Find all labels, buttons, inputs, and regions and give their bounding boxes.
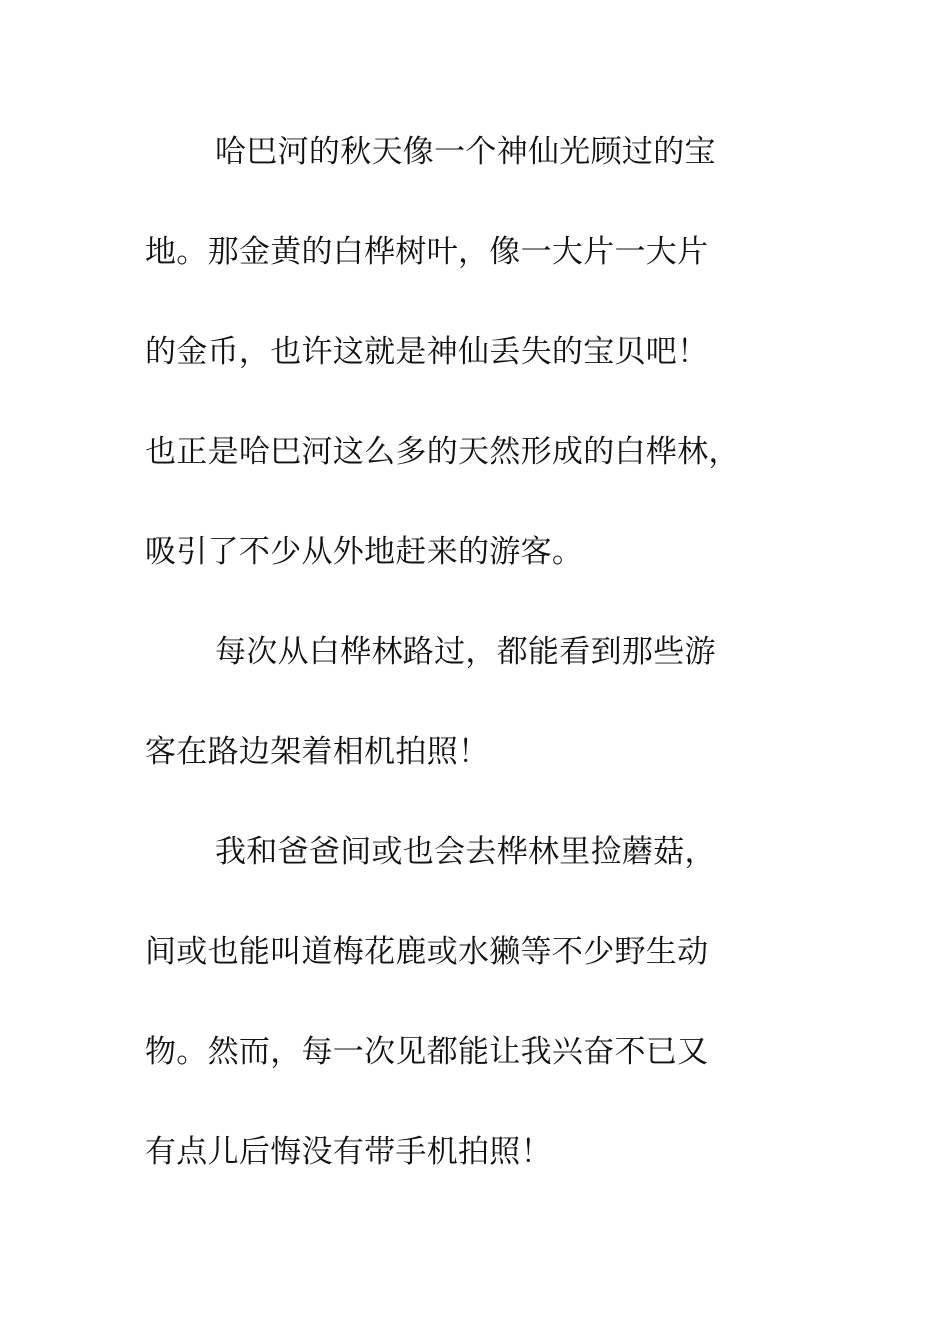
paragraph-3-line-4: 有点儿后悔没有带手机拍照！: [145, 1134, 552, 1170]
paragraph-1-line-3: 的金币，也许这就是神仙丢失的宝贝吧！: [145, 334, 709, 370]
paragraph-2-line-1: 每次从白桦林路过，都能看到那些游: [215, 634, 716, 670]
paragraph-1-line-2: 地。那金黄的白桦树叶，像一大片一大片: [145, 234, 709, 270]
paragraph-2-line-2: 客在路边架着相机拍照！: [145, 734, 490, 770]
paragraph-3-line-3: 物。然而，每一次见都能让我兴奋不已又: [145, 1034, 709, 1070]
paragraph-1-line-1: 哈巴河的秋天像一个神仙光顾过的宝: [215, 134, 716, 170]
paragraph-3-line-1: 我和爸爸间或也会去桦林里捡蘑菇，: [215, 834, 716, 870]
paragraph-1-line-4: 也正是哈巴河这么多的天然形成的白桦林，: [145, 434, 740, 470]
paragraph-1-line-5: 吸引了不少从外地赶来的游客。: [145, 534, 584, 570]
paragraph-3-line-2: 间或也能叫道梅花鹿或水獭等不少野生动: [145, 934, 709, 970]
